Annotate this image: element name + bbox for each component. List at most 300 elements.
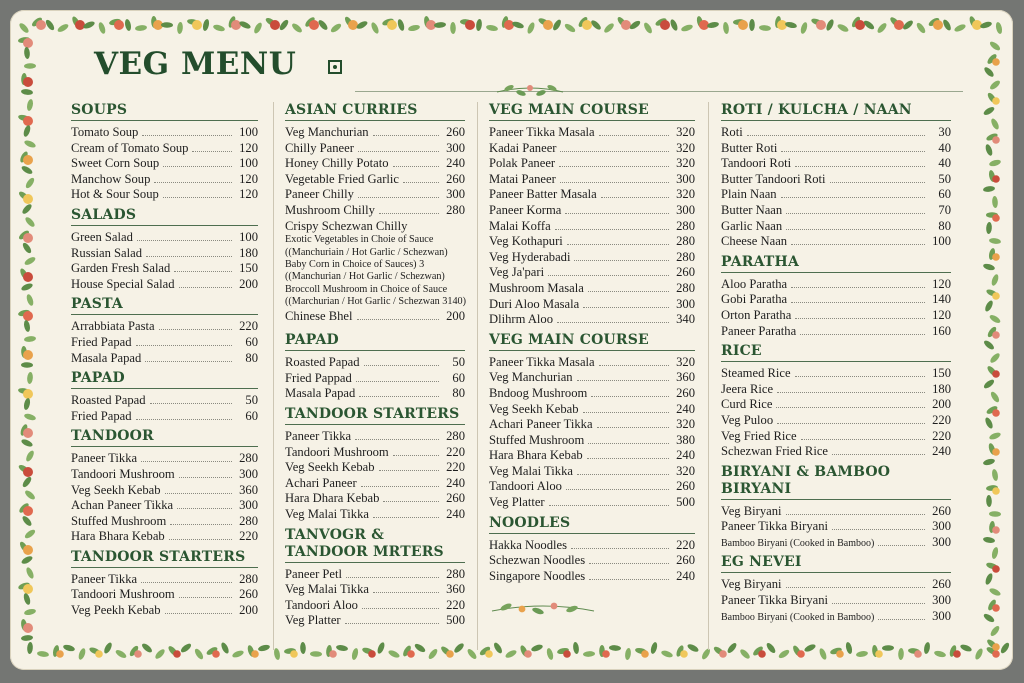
menu-item [285,476,465,492]
menu-column-2 [285,102,465,633]
item-price: 40 [938,140,951,155]
item-name: Roti [721,125,743,139]
menu-item [489,203,695,219]
item-price: 30 [938,125,951,139]
item-name: House Special Salad [71,276,175,291]
item-price: 500 [446,613,465,628]
menu-item [285,445,465,461]
menu-item [721,366,951,382]
dot-leader [170,515,232,525]
menu-item [721,519,951,535]
item-price: 340 [676,312,695,327]
item-price: 70 [938,202,951,217]
item-note: ((Marchurian / Hot Garlic / Schezwan 3140) [285,296,467,308]
item-name: Roasted Papad [285,355,360,370]
dot-leader [393,157,439,167]
dot-leader [362,599,439,609]
item-note: ((Manchuriain / Hot Garlic / Schezwan) [285,246,448,258]
item-price: 220 [446,460,465,475]
dot-leader [169,530,232,540]
section-title: ASIAN CURRIES [285,102,418,118]
menu-item [489,569,695,585]
item-price: 60 [245,334,258,349]
dot-leader [588,434,669,444]
menu-item [489,141,695,157]
item-name: Hara Bhara Kebab [489,448,583,463]
item-price: 240 [676,401,695,416]
dot-leader [136,336,232,346]
menu-item [285,386,465,402]
item-name: Russian Salad [71,245,143,260]
item-price: 280 [676,234,695,249]
dot-leader [560,142,669,152]
section-title: TANVOGR & TANDOOR MRTERS [285,526,444,560]
dot-leader [577,465,669,475]
menu-item [721,156,951,172]
item-price: 260 [446,491,465,506]
section-divider [721,572,951,573]
item-price: 80 [245,350,258,365]
dot-leader [583,403,669,413]
menu-item [721,535,951,551]
section-divider [71,567,258,568]
menu-item [285,460,465,476]
item-name: Malai Koffa [489,218,551,233]
item-name: Paneer Tikka [71,451,138,466]
section-title: RICE [721,343,762,360]
item-name: Veg Biryani [721,503,782,518]
item-price: 180 [239,245,258,260]
dot-leader [154,173,232,183]
item-name: Paneer Tikka Masala [489,125,595,139]
menu-item [489,417,695,433]
item-price: 260 [932,503,951,518]
menu-section [489,102,695,328]
menu-item [721,444,951,460]
menu-item [71,393,258,409]
item-name: Sweet Corn Soup [71,156,160,171]
dot-leader [566,480,669,490]
menu-section [285,102,465,324]
menu-item [721,277,951,293]
menu-item [489,355,695,371]
menu-item [721,187,951,203]
dot-leader [791,293,925,303]
item-price: 240 [932,444,951,459]
dot-leader [555,220,669,230]
item-name: Veg Hyderabadi [489,249,571,264]
item-name: Butter Roti [721,140,778,155]
menu-item [71,156,258,172]
menu-item [285,187,465,203]
dot-leader [373,508,439,518]
dot-leader [165,604,232,614]
item-price: 220 [676,537,695,552]
item-price: 50 [245,393,258,408]
dot-leader [795,367,925,377]
menu-item [71,451,258,467]
menu-item [721,292,951,308]
item-price: 200 [239,603,258,618]
menu-section [71,102,258,203]
menu-item [71,277,258,293]
section-title: PAPAD [71,370,125,387]
menu-section [721,343,951,460]
dot-leader [346,568,439,578]
menu-item [489,125,695,141]
item-price: 120 [239,171,258,186]
item-price: 260 [676,479,695,494]
item-price: 220 [932,412,951,427]
dot-leader [137,231,232,241]
menu-item [71,572,258,588]
item-price: 220 [446,444,465,459]
item-price: 360 [676,370,695,385]
item-price: 220 [239,319,258,334]
dot-leader [383,492,439,502]
item-name: Achari Paneer Tikka [489,417,593,432]
leaf-sprig-icon [495,80,565,100]
menu-section [71,207,258,292]
menu-item [489,156,695,172]
menu-section [721,254,951,339]
item-name: Fried Pappad [285,370,352,385]
section-title: TANDOOR STARTERS [71,548,246,565]
menu-item [489,172,695,188]
menu-item [285,309,465,325]
menu-item [71,187,258,203]
menu-item [489,479,695,495]
item-price: 240 [446,506,465,521]
dot-leader [179,278,232,288]
dot-leader [781,142,925,152]
item-price: 260 [676,385,695,400]
item-price: 320 [676,354,695,369]
item-name: Bndoog Mushroom [489,385,588,400]
section-divider [71,120,258,121]
item-price: 320 [676,463,695,478]
menu-item [71,483,258,499]
dot-leader [355,430,439,440]
item-price: 360 [239,482,258,497]
item-price: 100 [239,156,258,171]
menu-item [71,246,258,262]
dot-leader [358,142,439,152]
dot-leader [800,325,925,335]
item-price: 300 [932,593,951,608]
section-divider [71,388,258,389]
item-name: Veg Biryani [721,577,782,592]
menu-item [489,234,695,250]
dot-leader [159,320,232,330]
item-price: 100 [932,234,951,249]
item-price: 200 [446,308,465,323]
dot-leader [557,313,669,323]
item-name: Veg Platter [489,495,545,510]
item-name: Hot & Sour Soup [71,187,159,202]
item-name: Paneer Tikka [285,428,352,443]
item-price: 260 [676,553,695,568]
item-price: 280 [446,202,465,217]
section-title: ROTI / KULCHA / NAAN [721,102,912,118]
item-price: 50 [938,171,951,186]
item-name: Orton Paratha [721,307,792,322]
item-name: Mushroom Chilly [285,202,375,217]
menu-item [489,312,695,328]
menu-item [721,219,951,235]
dot-leader [565,204,669,214]
item-price: 280 [446,566,465,581]
item-name: Veg Seekh Kebab [489,401,579,416]
dot-leader [548,266,669,276]
menu-item [489,250,695,266]
menu-item [71,603,258,619]
item-name: Jeera Rice [721,381,774,396]
dot-leader [192,142,232,152]
item-price: 500 [676,495,695,510]
menu-item [71,587,258,603]
item-price: 280 [676,249,695,264]
item-price: 260 [932,577,951,592]
section-title: TANDOOR STARTERS [285,405,460,422]
item-price: 320 [676,156,695,171]
menu-item [721,308,951,324]
menu-column-3 [489,102,695,588]
item-name: Polak Paneer [489,156,556,171]
dot-leader [141,573,232,583]
item-name: Veg Seekh Kebab [71,482,161,497]
dot-leader [146,247,232,257]
section-divider [489,120,695,121]
item-name: Singapore Noodles [489,568,586,583]
dot-leader [163,157,232,167]
section-title: VEG MAIN COURSE [489,102,649,118]
dot-leader [179,588,232,598]
item-name: Paneer Batter Masala [489,187,597,202]
item-price: 60 [245,408,258,423]
item-name: Stuffed Mushroom [71,513,167,528]
section-divider [489,350,695,351]
menu-section [285,406,465,523]
item-price: 300 [446,140,465,155]
item-name: Duri Aloo Masala [489,296,580,311]
item-price: 280 [676,218,695,233]
menu-item [721,593,951,609]
item-price: 260 [446,125,465,139]
item-price: 260 [446,171,465,186]
dot-leader [795,309,925,319]
item-price: 280 [239,571,258,586]
section-divider [285,424,465,425]
column-divider [273,102,274,650]
menu-item [71,319,258,335]
item-name: Tandoori Aloo [489,479,562,494]
item-name: Fried Papad [71,334,132,349]
item-name: Veg Ja'pari [489,265,545,280]
dot-leader [599,126,669,136]
item-price: 200 [932,397,951,412]
item-price: 300 [932,519,951,534]
item-name: Bamboo Biryani (Cooked in Bamboo) [721,611,875,623]
menu-item [71,261,258,277]
item-name: Tomato Soup [71,125,139,139]
veg-symbol-icon [328,60,342,74]
item-name: Cheese Naan [721,234,788,249]
item-note: ((Manchurian / Hot Garlic / Schezwan) [285,271,445,283]
item-name: Butter Naan [721,202,783,217]
menu-item [71,172,258,188]
dot-leader [589,570,669,580]
dot-leader [878,610,925,620]
menu-item [721,382,951,398]
title-divider [355,91,963,92]
menu-item [71,351,258,367]
dot-leader [791,235,925,245]
item-price: 50 [452,355,465,370]
dot-leader [777,383,925,393]
dot-leader [588,282,669,292]
dot-leader [786,578,925,588]
menu-item [71,141,258,157]
menu-item [721,125,951,141]
item-name: Arrabbiata Pasta [71,319,155,334]
dot-leader [357,310,439,320]
menu-item [285,371,465,387]
dot-leader [177,499,232,509]
section-title: PASTA [71,296,123,313]
section-divider [285,350,465,351]
item-price: 280 [446,428,465,443]
item-name: Veg Manchurian [489,370,573,385]
menu-item [489,402,695,418]
item-name: Honey Chilly Potato [285,156,389,171]
menu-section [721,464,951,551]
menu-item [721,504,951,520]
section-divider [285,120,465,121]
section-title: EG NEVEI [721,554,802,571]
item-price: 200 [239,276,258,291]
menu-item [721,234,951,250]
section-divider [285,562,465,563]
menu-section [71,549,258,619]
dot-leader [179,468,232,478]
item-name: Garden Fresh Salad [71,261,171,276]
dot-leader [791,278,925,288]
menu-title: VEG MENU [94,46,297,82]
dot-leader [356,372,439,382]
section-title: NOODLES [489,514,571,531]
section-title: PAPAD [285,332,339,349]
dot-leader [359,387,439,397]
menu-item [489,281,695,297]
dot-leader [591,387,669,397]
item-price: 300 [239,498,258,513]
item-name: Veg Kothapuri [489,234,563,249]
item-price: 240 [676,448,695,463]
menu-item [71,467,258,483]
item-name: Veg Manchurian [285,125,369,139]
menu-item [285,582,465,598]
section-divider [71,446,258,447]
item-price: 320 [676,140,695,155]
item-price: 150 [932,366,951,381]
item-price: 280 [239,513,258,528]
item-name: Paneer Tikka Masala [489,354,595,369]
item-name: Masala Papad [285,386,356,401]
item-price: 220 [932,428,951,443]
dot-leader [601,188,669,198]
dot-leader [393,446,439,456]
menu-item [489,265,695,281]
menu-item [721,413,951,429]
item-name: Paneer Tikka [71,571,138,586]
item-name: Matai Paneer [489,171,556,186]
menu-item [285,172,465,188]
dot-leader [549,496,669,506]
menu-item [489,448,695,464]
item-price: 320 [676,417,695,432]
menu-item [285,125,465,141]
dot-leader [832,445,925,455]
item-name: Tandoori Aloo [285,597,358,612]
item-price: 300 [932,608,951,623]
dot-leader [165,484,232,494]
item-name: Veg Malai Tikka [285,506,369,521]
item-name: Paneer Chilly [285,187,354,202]
dot-leader [577,371,669,381]
menu-item [71,335,258,351]
dot-leader [776,398,925,408]
item-price: 40 [938,156,951,171]
menu-section [285,332,465,402]
menu-item [285,355,465,371]
item-name: Manchow Soup [71,171,151,186]
item-name: Crispy Schezwan Chilly [285,218,408,233]
item-name: Masala Papad [71,350,142,365]
menu-item [285,219,465,235]
item-name: Veg Peekh Kebab [71,603,161,618]
item-price: 120 [932,307,951,322]
item-name: Butter Tandoori Roti [721,171,826,186]
item-name: Plain Naan [721,187,777,202]
item-name: Aloo Paratha [721,276,788,291]
item-name: Garlic Naan [721,218,783,233]
menu-item [489,553,695,569]
menu-item [285,613,465,629]
item-name: Hara Dhara Kebab [285,491,380,506]
dot-leader [574,251,669,261]
item-name: Cream of Tomato Soup [71,140,189,155]
section-title: TANDOOR [71,428,154,445]
section-divider [71,225,258,226]
item-price: 240 [676,568,695,583]
dot-leader [597,418,669,428]
section-divider [71,314,258,315]
item-name: Green Salad [71,229,133,244]
dot-leader [832,594,925,604]
dot-leader [781,188,925,198]
item-price: 120 [239,187,258,202]
item-price: 80 [938,218,951,233]
item-price: 60 [452,370,465,385]
item-price: 150 [239,261,258,276]
dot-leader [379,461,439,471]
dot-leader [358,188,439,198]
column-divider [477,102,478,650]
dot-leader [786,204,925,214]
item-price: 300 [676,202,695,217]
menu-item [721,172,951,188]
